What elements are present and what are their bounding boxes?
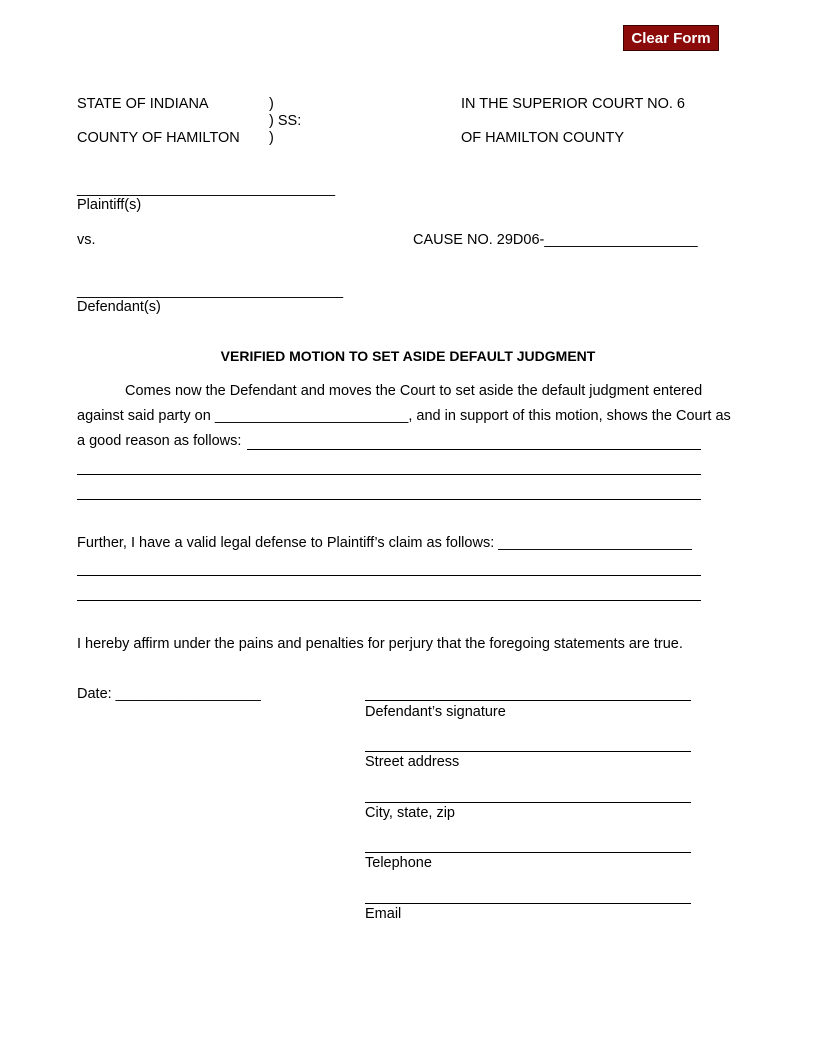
email-line[interactable] — [365, 903, 691, 904]
court-name-line2: OF HAMILTON COUNTY — [461, 130, 624, 146]
city-state-zip-line[interactable] — [365, 802, 691, 803]
body-line-1: Comes now the Defendant and moves the Court to set aside the default judgment entered — [125, 383, 703, 399]
defense-field-line-2[interactable] — [77, 600, 701, 601]
court-name-line1: IN THE SUPERIOR COURT NO. 6 — [461, 96, 685, 112]
date-field[interactable]: Date: __________________ — [77, 686, 261, 702]
street-address-label: Street address — [365, 754, 460, 770]
affirmation-text: I hereby affirm under the pains and penalties for perjury that the foregoing statements are true. — [77, 636, 683, 652]
versus-label: vs. — [77, 232, 96, 248]
state-label: STATE OF INDIANA — [77, 96, 209, 112]
reason-field-line-2[interactable] — [77, 474, 701, 475]
body-line-2: against said party on ________________________, and in support of this motion, shows the Court as — [77, 408, 731, 424]
city-state-zip-label: City, state, zip — [365, 805, 455, 821]
plaintiff-field[interactable]: ________________________________ — [77, 181, 336, 197]
body-line-3: a good reason as follows: — [77, 433, 242, 449]
defense-field-line-1[interactable] — [77, 575, 701, 576]
signature-line[interactable] — [365, 700, 691, 701]
telephone-line[interactable] — [365, 852, 691, 853]
defendant-signature-label: Defendant’s signature — [365, 704, 506, 720]
caption-paren-3: ) — [269, 130, 274, 146]
street-address-line[interactable] — [365, 751, 691, 752]
reason-field-line-3[interactable] — [77, 499, 701, 500]
clear-form-button[interactable]: Clear Form — [623, 25, 719, 51]
caption-ss: ) SS: — [269, 113, 302, 129]
defendant-label: Defendant(s) — [77, 299, 161, 315]
document-title: VERIFIED MOTION TO SET ASIDE DEFAULT JUDGMENT — [220, 348, 596, 364]
county-label: COUNTY OF HAMILTON — [77, 130, 240, 146]
defendant-field[interactable]: _________________________________ — [77, 283, 344, 299]
plaintiff-label: Plaintiff(s) — [77, 197, 142, 213]
reason-field-line-1[interactable] — [247, 449, 701, 450]
cause-number-field[interactable]: CAUSE NO. 29D06-___________________ — [413, 232, 698, 248]
telephone-label: Telephone — [365, 855, 432, 871]
defense-line: Further, I have a valid legal defense to Plaintiff’s claim as follows: ________________________ — [77, 535, 692, 551]
email-label: Email — [365, 906, 402, 922]
caption-paren-1: ) — [269, 96, 274, 112]
